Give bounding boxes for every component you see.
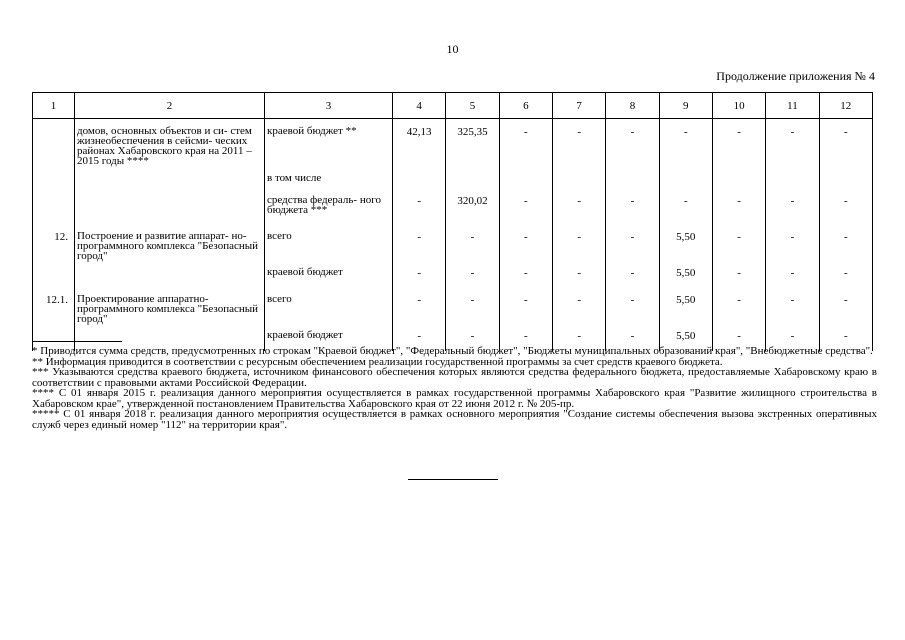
column-header: 6 [499,93,552,119]
value-cell: - [819,119,872,167]
continuation-label: Продолжение приложения № 4 [716,69,875,83]
value-cell: 42,13 [393,119,446,167]
value-cell: - [446,225,499,261]
table-row [33,188,873,225]
row-number-cell: 12. [33,225,75,261]
table-row [33,225,873,261]
value-cell: - [499,261,552,288]
funding-source-cell: всего [265,288,393,324]
value-cell: - [819,225,872,261]
column-header: 10 [712,93,765,119]
value-cell: - [552,188,605,225]
value-cell: 5,50 [659,288,712,324]
value-cell: - [606,119,659,167]
row-number-cell [33,188,75,225]
footnote: * Приводится сумма средств, предусмотренных по строкам "Краевой бюджет", "Федеральный бюджет", "Бюджеты муниципальных образований края", "Внебюджетные средства". [32,345,873,357]
value-cell: - [499,225,552,261]
value-cell: - [712,119,765,167]
table-row [33,288,873,324]
value-cell: 5,50 [659,324,712,351]
value-cell: - [712,188,765,225]
value-cell [766,166,819,188]
value-cell [659,166,712,188]
value-cell: 5,50 [659,261,712,288]
value-cell: - [712,261,765,288]
value-cell: - [766,261,819,288]
table-row [33,261,873,288]
value-cell: 325,35 [446,119,499,167]
funding-source-cell: краевой бюджет ** [265,119,393,167]
activity-name-cell: домов, основных объектов и си- стем жизнеобеспечения в сейсми- ческих районах Хабаровского края на 2011 – 2015 годы **** [75,119,265,167]
footnote: **** С 01 января 2015 г. реализация данного мероприятия осуществляется в рамках государственной программы Хабаровского края "Развитие жилищного строительства в Хабаровском крае", утвержденной постановлением Правительства Хабаровского края от 22 июня 2012 г. № 205-пр. [32,387,877,410]
value-cell: - [393,324,446,351]
value-cell: - [766,188,819,225]
end-separator [408,479,498,480]
value-cell: - [393,225,446,261]
value-cell: - [766,288,819,324]
value-cell: - [819,324,872,351]
value-cell: - [552,288,605,324]
value-cell: - [446,324,499,351]
table-header-row [33,93,873,119]
row-number-cell [33,261,75,288]
value-cell [606,166,659,188]
funding-source-cell: краевой бюджет [265,261,393,288]
funding-source-cell: всего [265,225,393,261]
column-header: 9 [659,93,712,119]
value-cell: 5,50 [659,225,712,261]
value-cell: - [393,288,446,324]
activity-name-cell: Проектирование аппаратно- программного комплекса "Безопасный город" [75,288,265,324]
footnote-separator [32,341,122,342]
footnotes [32,346,877,430]
value-cell [819,166,872,188]
value-cell: - [499,288,552,324]
column-header: 1 [33,93,75,119]
column-header: 2 [75,93,265,119]
value-cell: - [446,288,499,324]
value-cell: - [606,188,659,225]
activity-name-cell: Построение и развитие аппарат- но-программного комплекса "Безопасный город" [75,225,265,261]
value-cell: - [606,225,659,261]
column-header: 4 [393,93,446,119]
value-cell: - [712,225,765,261]
footnote: ** Информация приводится в соответствии с ресурсным обеспечением реализации государственной программы за счет средств краевого бюджета. [32,355,723,368]
column-header: 8 [606,93,659,119]
row-number-cell [33,166,75,188]
row-number-cell [33,119,75,167]
value-cell: - [393,188,446,225]
value-cell: - [819,288,872,324]
value-cell: - [766,225,819,261]
value-cell: - [606,288,659,324]
footnote: ***** С 01 января 2018 г. реализация данного мероприятия осуществляется в рамках основного мероприятия "Создание системы обеспечения вызова экстренных оперативных служб через единый номер "112" на территории края". [32,408,877,431]
value-cell: - [499,188,552,225]
value-cell: - [499,119,552,167]
value-cell: - [766,119,819,167]
value-cell: - [766,324,819,351]
value-cell: - [499,324,552,351]
activity-name-cell [75,188,265,225]
value-cell [446,166,499,188]
value-cell: - [819,261,872,288]
column-header: 7 [552,93,605,119]
activity-name-cell [75,166,265,188]
value-cell [499,166,552,188]
row-number-cell: 12.1. [33,288,75,324]
funding-source-cell: краевой бюджет [265,324,393,351]
value-cell: 320,02 [446,188,499,225]
value-cell: - [552,261,605,288]
page-number: 10 [446,42,459,56]
column-header: 3 [265,93,393,119]
activity-name-cell [75,261,265,288]
value-cell: - [446,261,499,288]
value-cell: - [606,261,659,288]
value-cell: - [552,119,605,167]
funding-source-cell: средства федераль- ного бюджета *** [265,188,393,225]
value-cell: - [659,119,712,167]
column-header: 12 [819,93,872,119]
value-cell: - [819,188,872,225]
value-cell: - [606,324,659,351]
column-header: 5 [446,93,499,119]
value-cell [393,166,446,188]
value-cell [712,166,765,188]
table-row [33,119,873,167]
budget-table [32,92,873,351]
value-cell: - [552,225,605,261]
value-cell: - [659,188,712,225]
value-cell: - [552,324,605,351]
funding-source-cell: в том числе [265,166,393,188]
table-row [33,166,873,188]
value-cell: - [712,288,765,324]
value-cell: - [712,324,765,351]
value-cell: - [393,261,446,288]
footnote: *** Указываются средства краевого бюджета, источником финансового обеспечения которых являются средства федерального бюджета, предоставляемые Хабаровскому краю в соответствии с правовыми актами Российской Федерации. [32,366,877,389]
column-header: 11 [766,93,819,119]
value-cell [552,166,605,188]
